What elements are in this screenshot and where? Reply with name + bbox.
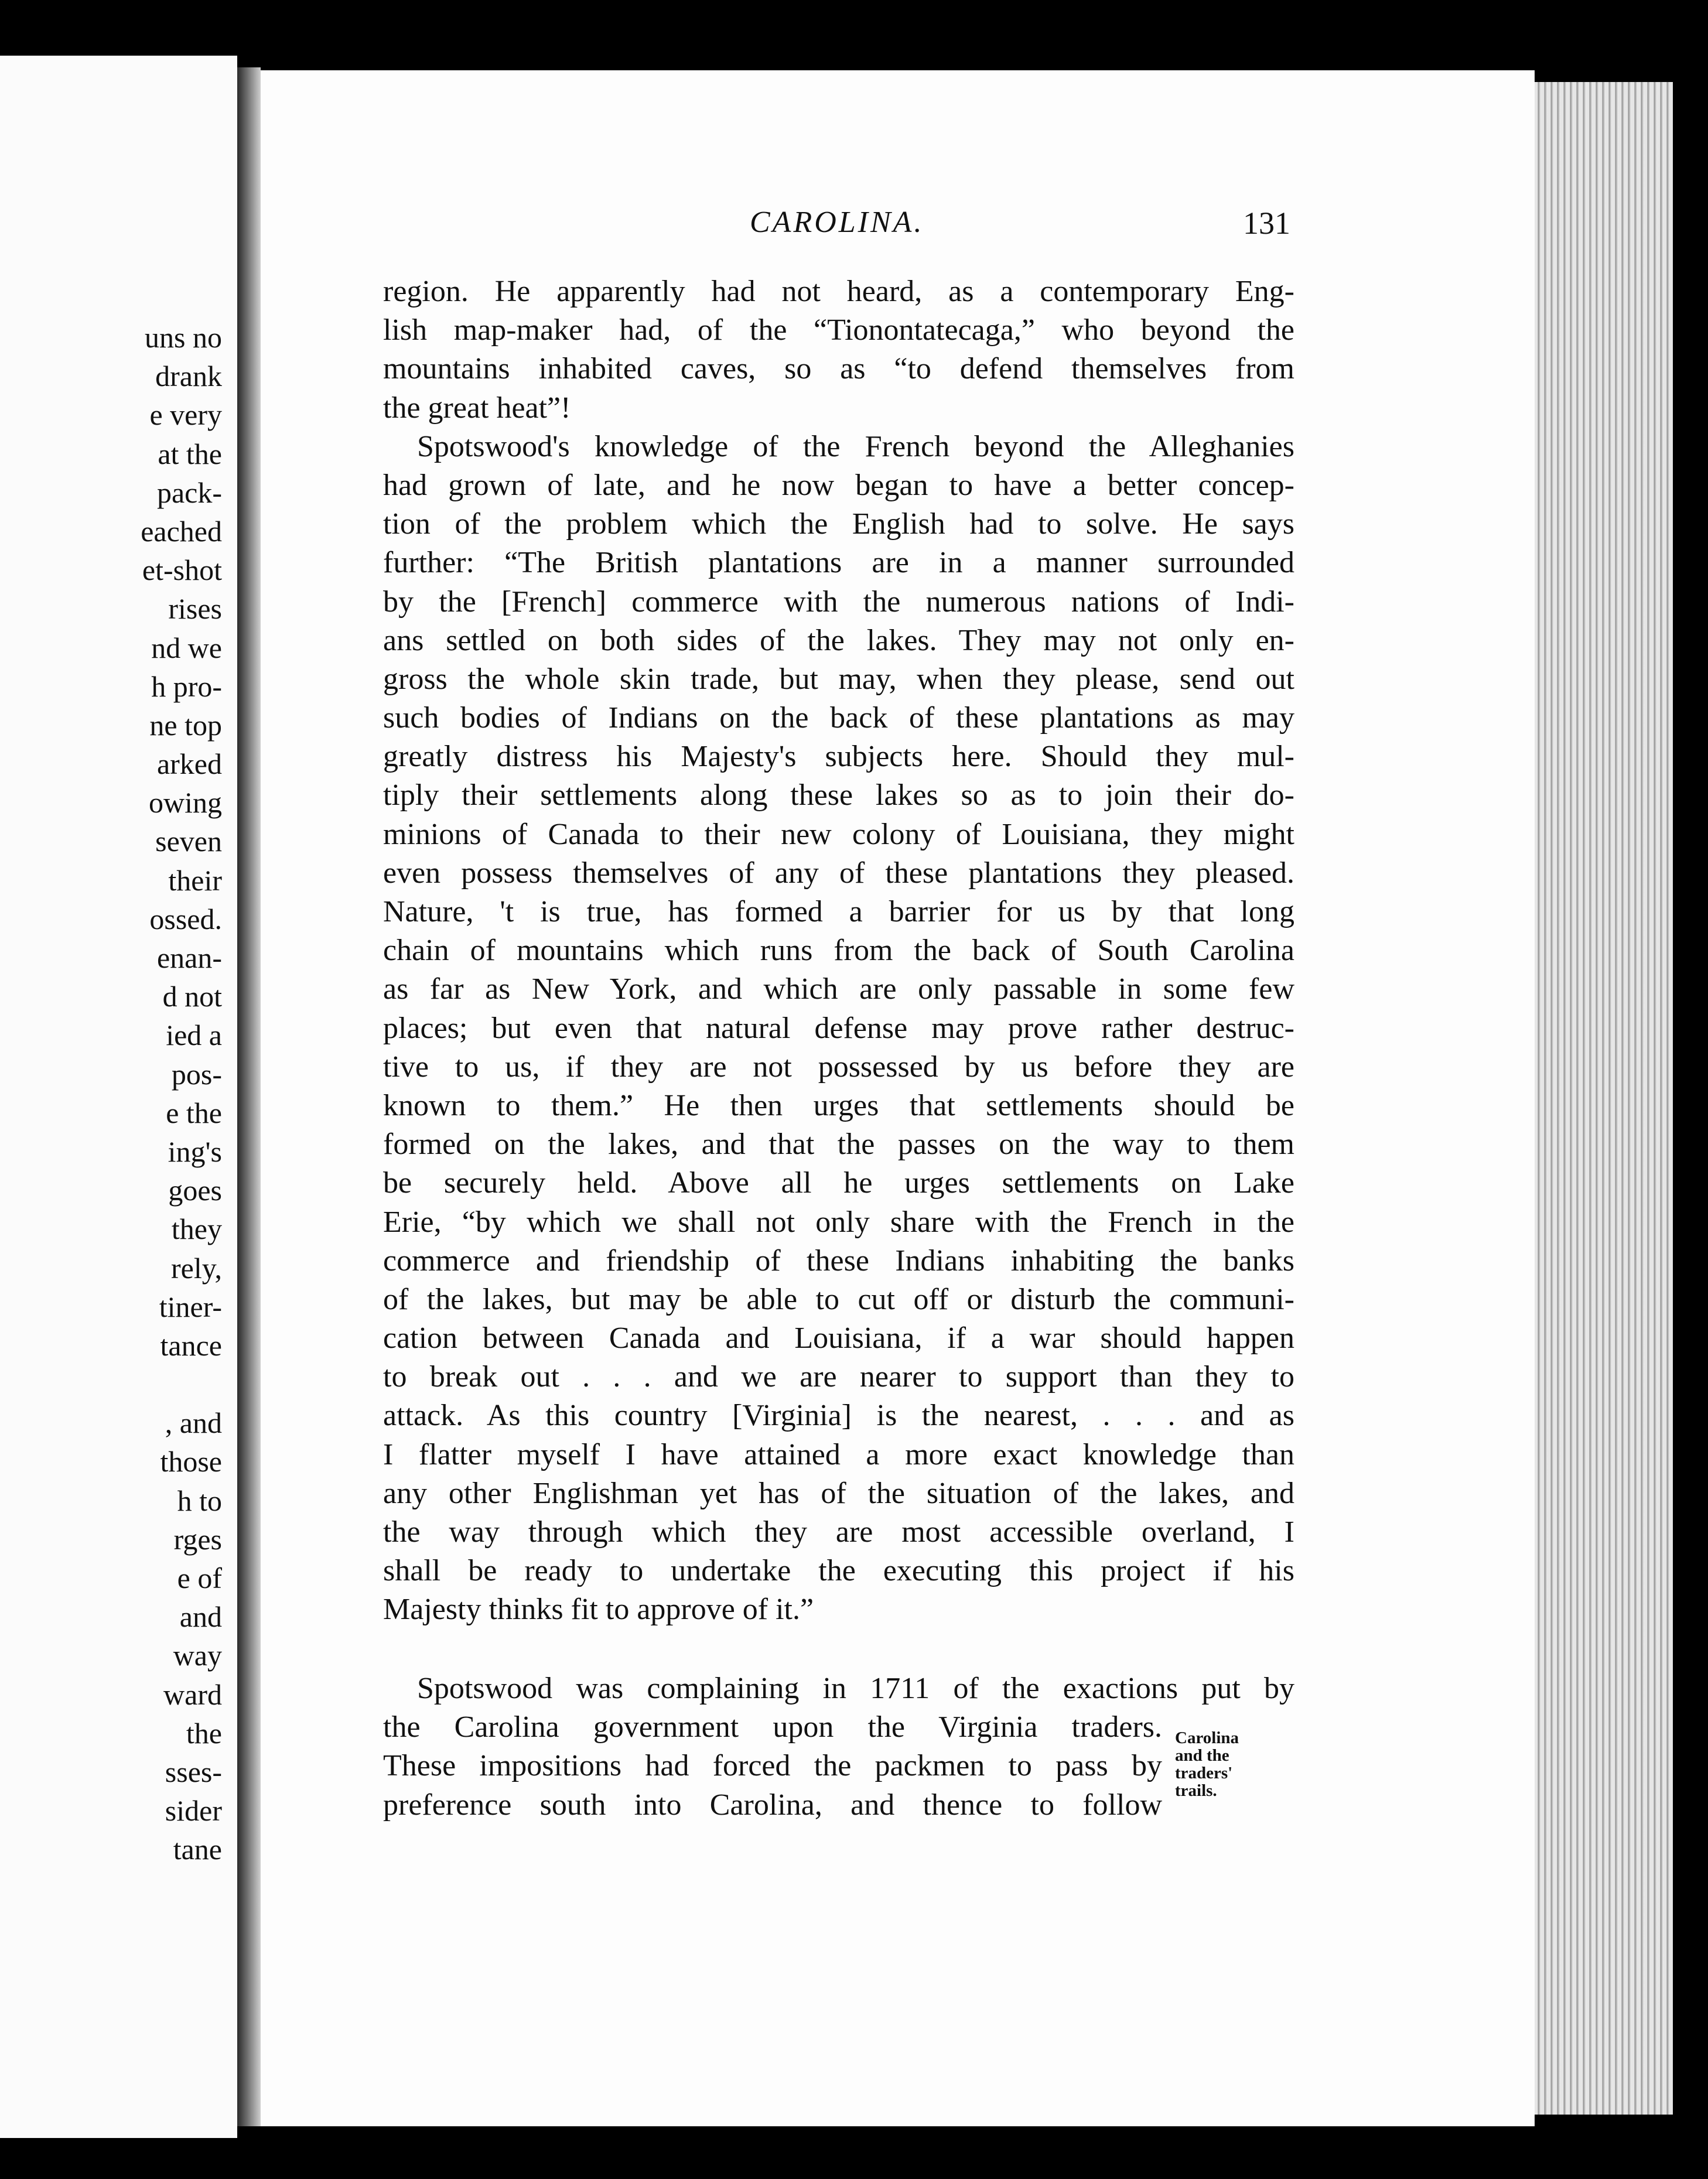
text-line: Spotswood's knowledge of the French beyond the Alleghanies (417, 429, 1294, 463)
running-head: CAROLINA. (750, 206, 924, 239)
left-text-line: arked (156, 747, 222, 781)
left-text-line: rges (173, 1522, 222, 1556)
left-text-line: they (171, 1213, 222, 1246)
text-line: be securely held. Above all he urges settlements on Lake (383, 1166, 1294, 1200)
left-text-line: d not (162, 980, 222, 1013)
text-line: I flatter myself I have attained a more exact knowledge than (383, 1437, 1294, 1471)
margin-note (1175, 1729, 1286, 1799)
left-text-line: and (179, 1600, 222, 1634)
text-line: Erie, “by which we shall not only share with the French in the (383, 1205, 1294, 1239)
text-line: Majesty thinks fit to approve of it.” (383, 1593, 814, 1627)
left-text-line: pos- (171, 1057, 222, 1091)
left-text-line: ward (163, 1678, 222, 1711)
left-text-line: ing's (168, 1135, 222, 1168)
left-text-line: sider (165, 1794, 222, 1828)
left-text-line: rely, (171, 1251, 222, 1285)
left-text-line (0, 1365, 222, 1403)
left-text-line: , and (165, 1406, 222, 1440)
left-text-line: h to (177, 1484, 222, 1517)
text-line: Spotswood was complaining in 1711 of the exactions put by (417, 1672, 1294, 1705)
left-text-line: at the (158, 437, 222, 470)
text-line: such bodies of Indians on the back of these plantations as may (383, 701, 1294, 735)
margin-note-line: traders' (1175, 1764, 1233, 1782)
left-text-line: tiner- (159, 1290, 222, 1323)
text-line: chain of mountains which runs from the back of South Carolina (383, 934, 1294, 968)
left-text-line: h pro- (151, 670, 222, 703)
text-line: tion of the problem which the English had to solve. He says (383, 507, 1294, 541)
text-line: by the [French] commerce with the numerous nations of Indi- (383, 585, 1294, 619)
text-line: These impositions had forced the packmen to pass by (383, 1749, 1162, 1783)
text-line: had grown of late, and he now began to have a better concep- (383, 468, 1294, 502)
left-text-line: sses- (165, 1755, 222, 1788)
text-line: the way through which they are most accessible overland, I (383, 1515, 1294, 1549)
left-text-line: uns no (145, 321, 222, 354)
text-line: even possess themselves of any of these plantations they pleased. (383, 856, 1294, 890)
text-line: region. He apparently had not heard, as a contemporary Eng- (383, 275, 1294, 308)
text-line: commerce and friendship of these Indians inhabiting the banks (383, 1244, 1294, 1278)
left-text-line: e of (177, 1562, 222, 1594)
text-line: attack. As this country [Virginia] is the nearest, . . . and as (383, 1399, 1294, 1433)
text-line: formed on the lakes, and that the passes on the way to them (383, 1128, 1294, 1162)
text-line: lish map-maker had, of the “Tionontatecaga,” who beyond the (383, 313, 1294, 347)
paragraph-1 (383, 272, 1294, 1630)
left-text-line: owing (149, 786, 222, 819)
page-edges (1522, 82, 1673, 2115)
left-text-line: tance (160, 1328, 222, 1362)
left-text-line: e very (149, 398, 222, 432)
text-line: the great heat”! (383, 391, 571, 425)
text-line: the Carolina government upon the Virginia traders. (383, 1710, 1162, 1744)
left-text-line: the (186, 1716, 222, 1750)
text-line: gross the whole skin trade, but may, when they please, send out (383, 662, 1294, 696)
text-line: of the lakes, but may be able to cut off or disturb the communi- (383, 1282, 1294, 1316)
left-text-line: their (168, 863, 222, 897)
text-line: places; but even that natural defense may prove rather destruc- (383, 1011, 1294, 1045)
page-number: 131 (1243, 206, 1290, 241)
text-line: tive to us, if they are not possessed by us before they are (383, 1050, 1294, 1084)
left-text-line: eached (141, 514, 222, 548)
left-text-line: pack- (156, 476, 222, 509)
margin-note-line: and the (1175, 1746, 1229, 1765)
left-page-text (0, 318, 222, 1869)
left-text-line: ied a (166, 1019, 222, 1052)
text-line: further: “The British plantations are in a manner surrounded (383, 546, 1294, 580)
text-line: preference south into Carolina, and thence to follow (383, 1788, 1162, 1822)
left-text-line: those (160, 1445, 222, 1478)
paragraph-2 (383, 1669, 1294, 1825)
text-line: mountains inhabited caves, so as “to defend themselves from (383, 352, 1294, 386)
left-text-line: ossed. (149, 902, 222, 935)
left-text-line: way (173, 1639, 222, 1672)
text-line: to break out . . . and we are nearer to support than they to (383, 1360, 1294, 1394)
left-text-line: drank (155, 360, 222, 393)
text-line: shall be ready to undertake the executing this project if his (383, 1554, 1294, 1588)
left-text-line: e the (166, 1096, 222, 1129)
text-line: greatly distress his Majesty's subjects here. Should they mul- (383, 740, 1294, 774)
book-gutter (237, 67, 261, 2126)
left-text-line: et-shot (142, 554, 222, 587)
left-text-line: seven (155, 825, 222, 858)
text-line: ans settled on both sides of the lakes. They may not only en- (383, 623, 1294, 657)
margin-note-line: trails. (1175, 1781, 1217, 1800)
text-line: cation between Canada and Louisiana, if a war should happen (383, 1321, 1294, 1355)
left-page (0, 56, 237, 2138)
left-text-line: nd we (151, 631, 222, 664)
left-text-line: enan- (156, 941, 222, 974)
text-line: any other Englishman yet has of the situation of the lakes, and (383, 1476, 1294, 1510)
margin-note-line: Carolina (1175, 1729, 1239, 1747)
text-line: Nature, 't is true, has formed a barrier for us by that long (383, 895, 1294, 928)
text-line: known to them.” He then urges that settlements should be (383, 1088, 1294, 1122)
left-text-line: goes (168, 1174, 222, 1207)
left-text-line: tane (173, 1833, 222, 1866)
left-text-line: ne top (149, 708, 222, 742)
text-line: as far as New York, and which are only passable in some few (383, 972, 1294, 1006)
text-line: tiply their settlements along these lakes so as to join their do- (383, 778, 1294, 812)
left-text-line: rises (168, 592, 222, 626)
text-line: minions of Canada to their new colony of Louisiana, they might (383, 817, 1294, 851)
